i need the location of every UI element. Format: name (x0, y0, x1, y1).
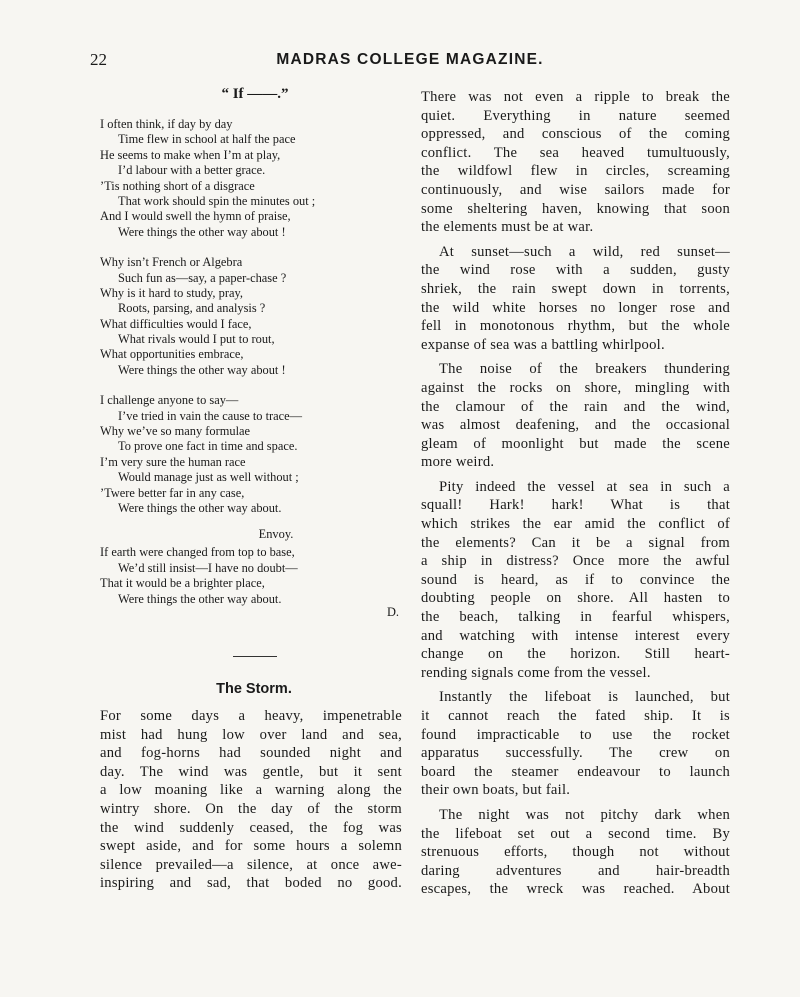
text-line: and fog-horns had sounded night and (100, 745, 402, 762)
text-line: continuously, and wise sailors made for (421, 181, 730, 198)
text-line: wintry shore. On the day of the storm (100, 800, 402, 817)
story-title: The Storm. (216, 680, 292, 697)
story-paragraph (421, 688, 730, 800)
poem-line: That it would be a brighter place, (100, 576, 265, 591)
poem-line: Were things the other way about. (118, 591, 282, 606)
poem-line: ’Twere better far in any case, (100, 485, 245, 500)
text-line: mist had hung low over land and sea, (100, 726, 402, 743)
poem-line: Were things the other way about ! (118, 224, 286, 239)
text-line: some sheltering haven, knowing that soon (421, 200, 730, 217)
poem-line: And I would swell the hymn of praise, (100, 209, 291, 224)
text-line: apparatus successfully. The crew on (421, 745, 730, 762)
text-line: their own boats, but fail. (421, 782, 571, 799)
page-number: 22 (90, 50, 107, 69)
text-line: a ship in distress? Once more the awful (421, 553, 730, 570)
text-line: the elements must be at war. (421, 219, 594, 236)
text-line: Instantly the lifeboat is launched, but (439, 689, 730, 706)
poem-line: Were things the other way about ! (118, 362, 286, 377)
poem-line: Were things the other way about. (118, 500, 282, 515)
text-line: the lifeboat set out a second time. By (421, 825, 730, 842)
text-line: the wind suddenly ceased, the fog was (100, 819, 402, 836)
poem-line: What difficulties would I face, (100, 316, 252, 331)
page-header (90, 50, 730, 70)
text-line: rending signals come from the vessel. (421, 664, 651, 681)
magazine-title: MADRAS COLLEGE MAGAZINE. (276, 51, 544, 68)
poem-line: We’d still insist—I have no doubt— (118, 560, 298, 575)
text-line: silence prevailed—a silence, at once awe- (100, 856, 402, 873)
poem-line: Why isn’t French or Algebra (100, 255, 243, 270)
text-line: doubting people on shore. All hasten to (421, 590, 730, 607)
poem-stanza (100, 117, 402, 240)
text-line: the wildfowl flew in circles, screaming (421, 163, 730, 180)
text-line: fell in monotonous rhythm, but the whole (421, 318, 730, 335)
text-line: a low moaning like a warning along the (100, 782, 402, 799)
poem-body (100, 117, 402, 516)
text-line: was almost deafening, and the occasional (421, 417, 730, 434)
text-line: sound is heard, as if to convince the (421, 571, 730, 588)
story-paragraph (421, 478, 730, 683)
text-line: For some days a heavy, impenetrable (100, 707, 402, 724)
poem-line: What rivals would I put to rout, (118, 332, 275, 347)
left-column (100, 86, 402, 893)
text-line: which strikes the ear amid the conflict of (421, 516, 730, 533)
story-paragraph (421, 806, 730, 899)
text-line: board the steamer endeavour to launch (421, 763, 730, 780)
envoy-body (100, 545, 402, 607)
text-line: change on the horizon. Still heart- (421, 646, 730, 663)
poem-stanza (100, 255, 402, 378)
text-line: oppressed, and conscious of the coming (421, 126, 730, 143)
poem-stanza (100, 393, 402, 516)
text-line: and watching with intense interest every (421, 627, 730, 644)
poem-title: “ If ——.” (221, 86, 289, 102)
text-line: the wind rose with a sudden, gusty (421, 262, 730, 279)
text-line: expanse of sea was a battling whirlpool. (421, 336, 665, 353)
poem-line: Why we’ve so many formulae (100, 424, 251, 439)
text-line: There was not even a ripple to break the (421, 89, 730, 105)
poem-line: Such fun as—say, a paper-chase ? (118, 270, 287, 285)
text-line: the beach, talking in fearful whispers, (421, 609, 730, 626)
text-line: daring adventures and hair-breadth (421, 862, 730, 879)
poem-line: I’ve tried in vain the cause to trace— (118, 408, 303, 423)
text-line: found impracticable to use the rocket (421, 726, 730, 743)
text-line: strenuous efforts, though not without (421, 844, 730, 861)
poem-line: If earth were changed from top to base, (100, 545, 295, 560)
poem-line: He seems to make when I’m at play, (100, 147, 281, 162)
poem-line: I challenge anyone to say— (100, 393, 239, 408)
story-left-text (100, 707, 402, 893)
poem-line: I’d labour with a better grace. (118, 163, 266, 178)
story-paragraph (421, 360, 730, 472)
text-line: conflict. The sea heaved tumultuously, (421, 144, 730, 161)
text-line: At sunset—such a wild, red sunset— (439, 243, 730, 260)
story-paragraph (421, 88, 730, 237)
text-line: squall! Hark! hark! What is that (421, 497, 730, 514)
text-line: escapes, the wreck was reached. About (421, 881, 730, 898)
story-paragraph (421, 243, 730, 355)
text-line: Pity indeed the vessel at sea in such a (439, 478, 730, 495)
text-line: it cannot reach the fated ship. It is (421, 708, 730, 724)
text-line: The night was not pitchy dark when (439, 806, 730, 823)
text-line: The noise of the breakers thundering (439, 361, 730, 378)
text-line: shriek, the rain swept down in torrents, (421, 280, 730, 297)
poem-line: To prove one fact in time and space. (118, 439, 298, 454)
text-line: gleam of moonlight but made the scene (421, 435, 730, 452)
text-line: the elements? Can it be a signal from (421, 534, 730, 551)
poem-line: Would manage just as well without ; (118, 470, 299, 485)
text-line: swept aside, and for some hours a solemn (100, 838, 402, 855)
text-line: quiet. Everything in nature seemed (421, 107, 730, 124)
text-line: against the rocks on shore, mingling with (421, 379, 730, 396)
poem-line: I often think, if day by day (100, 117, 233, 131)
text-line: inspiring and sad, that boded no good. (100, 875, 402, 892)
poem-line: Time flew in school at half the pace (118, 132, 296, 147)
right-column (421, 88, 730, 899)
text-line: the wild white horses no longer rose and (421, 299, 730, 316)
text-line: day. The wind was gentle, but it sent (100, 763, 402, 780)
text-line: the clamour of the rain and the wind, (421, 398, 730, 415)
section-divider (233, 656, 277, 657)
poem-line: That work should spin the minutes out ; (118, 193, 316, 208)
poem-line: Roots, parsing, and analysis ? (118, 301, 266, 316)
poem-line: ’Tis nothing short of a disgrace (100, 178, 255, 193)
envoy-heading: Envoy. (258, 527, 294, 542)
poem-line: I’m very sure the human race (100, 454, 246, 469)
text-line: more weird. (421, 454, 495, 471)
poem-line: Why is it hard to study, pray, (100, 285, 243, 300)
poem-line: What opportunities embrace, (100, 347, 244, 362)
poem-signature: D. (386, 604, 399, 619)
